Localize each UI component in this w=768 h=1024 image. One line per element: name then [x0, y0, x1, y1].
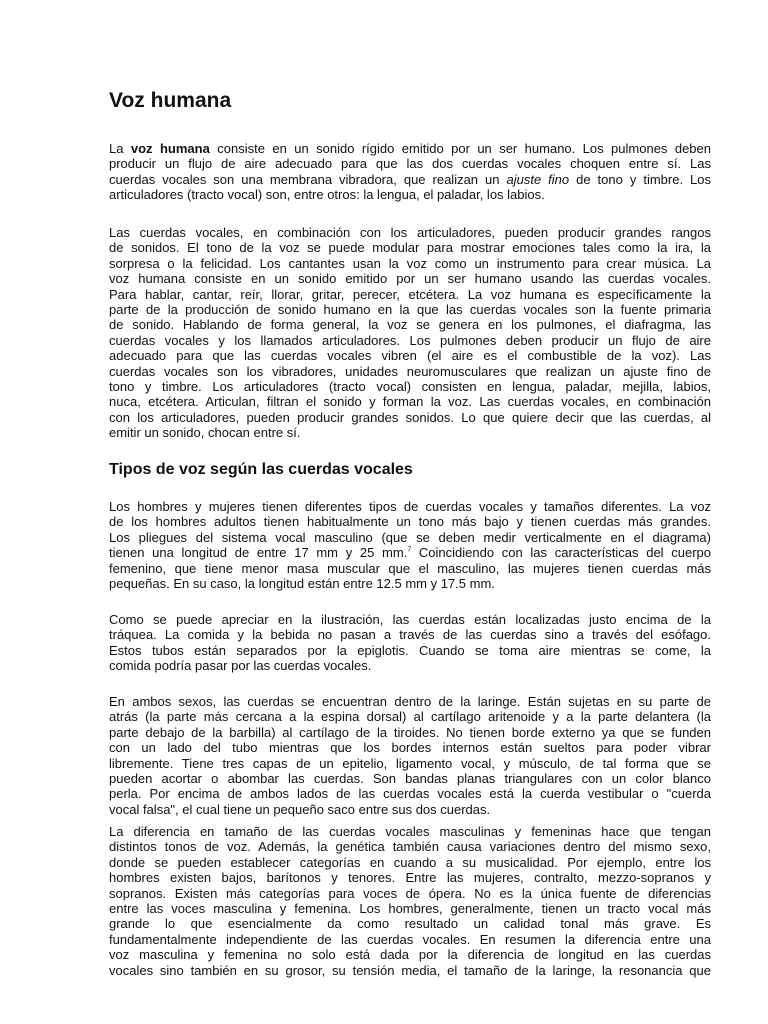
- section-heading: Tipos de voz según las cuerdas vocales: [109, 461, 413, 478]
- paragraph-line: Como se puede apreciar en la ilustración, las cuerdas están localizadas justo encima de la: [109, 612, 711, 627]
- paragraph-line: [109, 141, 711, 156]
- paragraph-line: cuerdas vocales son los vibradores, unidades neuromusculares que realizan un ajuste fino de: [109, 363, 711, 379]
- paragraph-line: sopranos. Existen más categorías para voces de ópera. No es la única fuente de diferencias: [109, 885, 711, 901]
- paragraph-line: nuca, etcétera. Articulan, filtran el sonido y forman la voz. Las cuerdas vocales, en combinación: [109, 394, 711, 410]
- paragraph-line: vocal falsa", el cual tiene un pequeño saco entre sus dos cuerdas.: [109, 801, 491, 817]
- paragraph-line: de sonidos. El tono de la voz se puede modular para mostrar emociones tales como la ira, la: [109, 240, 711, 256]
- body-paragraph: [109, 694, 711, 817]
- paragraph-line: vocales sino también en su grosor, su tensión media, el tamaño de la laringe, la resonancia que: [109, 962, 711, 978]
- paragraph-line: parte debajo de la barbilla) al cartílago de la tiroides. No tienen borde externo ya que se funden: [109, 724, 711, 740]
- paragraph-line: distintos tonos de voz. Además, la genética también causa variaciones dentro del mismo sexo,: [109, 839, 711, 855]
- text-run: consiste en un sonido rígido emitido por un ser humano. Los pulmones deben: [209, 141, 711, 156]
- paragraph-line: fundamentalmente independiente de las cuerdas vocales. En resumen la diferencia entre una: [109, 931, 711, 947]
- paragraph-line: atrás (la parte más cercana a la espina dorsal) al cartílago aritenoide y a la parte delantera (la: [109, 709, 711, 725]
- paragraph-line: En ambos sexos, las cuerdas se encuentran dentro de la laringe. Están sujetas en su parte de: [109, 694, 711, 709]
- paragraph-line: Para hablar, cantar, reír, llorar, gritar, perecer, etcétera. La voz humana es específicamente la: [109, 286, 711, 302]
- paragraph-line: voz masculina y femenina no solo está dada por la diferencia de longitud en las cuerdas: [109, 947, 711, 963]
- paragraph-line: comida podría pasar por las cuerdas vocales.: [109, 658, 372, 674]
- body-paragraph: [109, 225, 711, 441]
- bold-term: voz humana: [130, 141, 210, 156]
- text-run: cuerdas vocales son una membrana vibradora, que realizan un: [109, 171, 507, 187]
- intro-paragraph: [109, 141, 711, 203]
- paragraph-line: con los articuladores, pueden producir grandes sonidos. Lo que quiere decir que las cuerdas, al: [109, 409, 711, 425]
- body-paragraph: [109, 499, 711, 591]
- paragraph-line: Los pliegues del sistema vocal masculino (que se deben medir verticalmente en el diagrama): [109, 529, 711, 545]
- paragraph-line: Las cuerdas vocales, en combinación con los articuladores, pueden producir grandes rangos: [109, 225, 711, 240]
- paragraph-line: adecuado para que las cuerdas vocales vibren (el aire es el combustible de la voz). Las: [109, 348, 711, 364]
- paragraph-line: femenino, que tiene menor masa muscular que el masculino, las mujeres tienen cuerdas más: [109, 560, 711, 576]
- paragraph-line: producir un flujo de aire adecuado para que las dos cuerdas vocales choquen entre sí. Las: [109, 156, 711, 172]
- paragraph-line: [109, 545, 711, 560]
- paragraph-line: Los hombres y mujeres tienen diferentes tipos de cuerdas vocales y tamaños diferentes. La voz: [109, 499, 711, 514]
- body-paragraph: [109, 612, 711, 674]
- paragraph-line: de sonido. Hablando de forma general, la voz se genera en los pulmones, el diafragma, las: [109, 317, 711, 333]
- paragraph-line: [109, 172, 711, 187]
- paragraph-line: hombres existen bajos, barítonos y tenores. Entre las mujeres, contralto, mezzo-sopranos y: [109, 870, 711, 886]
- paragraph-line: con un lado del tubo mientras que los bordes internos están sueltos para poder vibrar: [109, 740, 711, 756]
- paragraph-line: libremente. Tiene tres capas de un epitelio, ligamento vocal, y músculo, de tal forma que se: [109, 755, 711, 771]
- paragraph-line: La diferencia en tamaño de las cuerdas vocales masculinas y femeninas hace que tengan: [109, 824, 711, 839]
- paragraph-line: Estos tubos están separados por la epiglotis. Cuando se toma aire mientras se come, la: [109, 642, 711, 658]
- text-run: de tono y timbre. Los: [569, 171, 712, 187]
- body-paragraph: [109, 824, 711, 978]
- paragraph-line: parte de la producción de sonido humano en la que las cuerdas vocales son la fuente primaria: [109, 302, 711, 318]
- paragraph-line: pequeñas. En su caso, la longitud están entre 12.5 mm y 17.5 mm.: [109, 576, 495, 592]
- paragraph-line: de los hombres adultos tienen habitualmente un tono más bajo y tienen cuerdas más grandes.: [109, 514, 711, 530]
- paragraph-line: grande lo que esencialmente da como resultado un calidad tonal más grave. Es: [109, 916, 711, 932]
- paragraph-line: tono y timbre. Los articuladores (tracto vocal) consisten en lengua, paladar, mejilla, labios,: [109, 379, 711, 395]
- paragraph-line: articuladores (tracto vocal) son, entre otros: la lengua, el paladar, los labios.: [109, 187, 545, 203]
- paragraph-line: donde se pueden establecer categorías en cuando a su musicalidad. Por ejemplo, entre los: [109, 854, 711, 870]
- paragraph-line: cuerdas vocales y los llamados articuladores. Los pulmones deben producir un flujo de aire: [109, 332, 711, 348]
- paragraph-line: perla. Por encima de ambos lados de las cuerdas vocales está la cuerda vestibular o "cuerda: [109, 786, 711, 802]
- paragraph-line: emitir un sonido, chocan entre sí.: [109, 425, 301, 441]
- paragraph-line: entre las voces masculina y femenina. Los hombres, generalmente, tienen un tracto vocal más: [109, 901, 711, 917]
- text-run: tienen una longitud de entre 17 mm y 25 mm.: [109, 545, 408, 561]
- footnote-ref[interactable]: 7: [407, 546, 412, 554]
- paragraph-line: pueden acortar o abombar las cuerdas. Son bandas planas triangulares con un color blanco: [109, 771, 711, 787]
- italic-term: ajuste fino: [506, 171, 570, 187]
- text-run: Coincidiendo con las características del cuerpo: [411, 545, 712, 561]
- paragraph-line: sorpresa o la felicidad. Los cantantes usan la voz como un instrumento para crear música. La: [109, 255, 711, 271]
- paragraph-line: voz humana consiste en un sonido emitido por un ser humano usando las cuerdas vocales.: [109, 271, 711, 287]
- text-run: La: [109, 141, 131, 156]
- page-title: Voz humana: [109, 89, 232, 112]
- paragraph-line: tráquea. La comida y la bebida no pasan a través de las cuerdas sino a través del esófago.: [109, 627, 711, 643]
